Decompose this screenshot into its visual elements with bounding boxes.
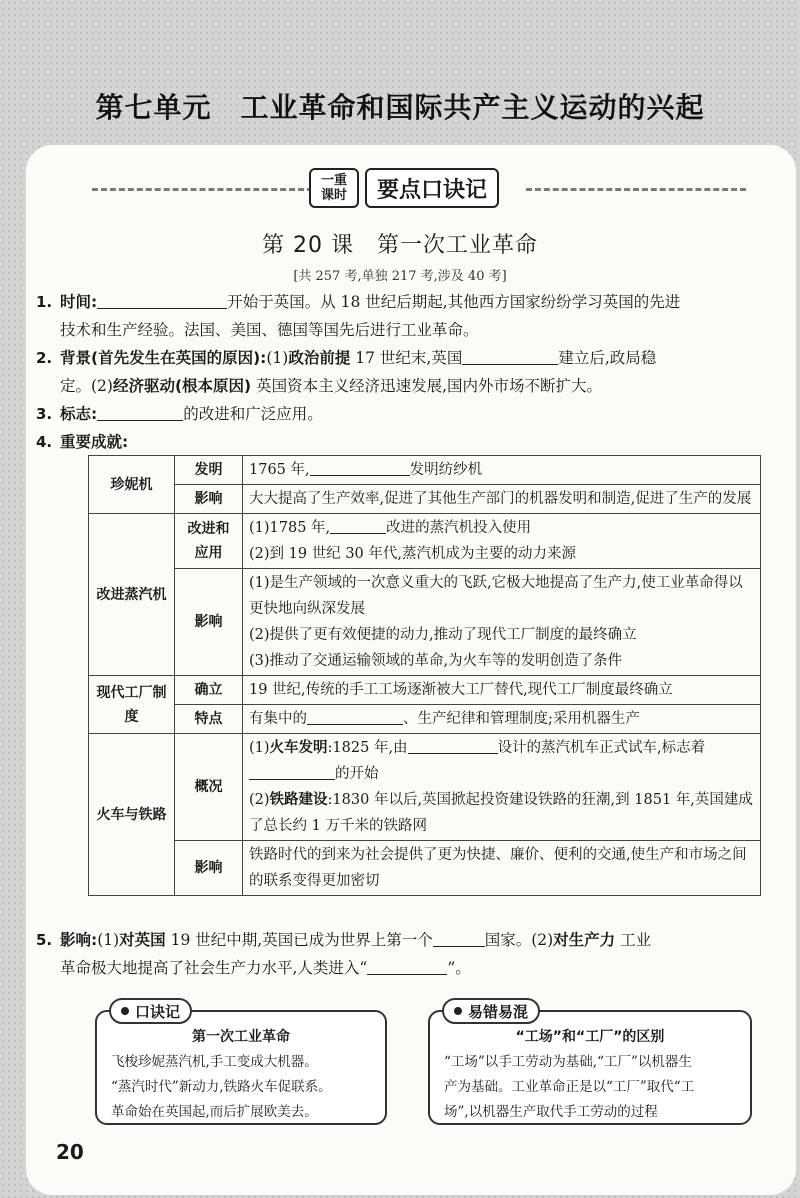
table-cell [243,456,761,485]
cell-text: 的开始 [335,766,379,782]
table-cell [243,734,761,841]
item-text: ”。 [447,959,471,977]
table-cell [243,514,761,569]
confusion-lines [444,1050,738,1125]
sub-label: 特点 [175,705,243,734]
item-number: 2. [36,349,53,367]
confusion-line: “工场”以手工劳动为基础,“工厂”以机器生 [444,1054,692,1070]
table-row [89,705,761,734]
item-label: 影响: [60,931,98,949]
lesson-stats: [共 257 考,单独 217 考,涉及 40 考] [293,269,507,284]
item-number: 3. [36,405,53,423]
cell-text: 、生产纪律和管理制度;采用机器生产 [403,711,640,727]
cell-text: (1)1785 年, [249,520,331,536]
item-text: 革命极大地提高了社会生产力水平,人类进入“ [60,959,368,977]
item-achievements [36,428,770,456]
item-text: 国家。(2) [484,931,554,949]
confusion-line: 场”,以机器生产取代手工劳动的过程 [444,1104,658,1120]
sub-label: 改进和应用 [175,514,243,569]
mnemonic-line: 飞梭珍妮蒸汽机,手工变成大机器。 [111,1054,318,1070]
cell-bold-text: 铁路建设 [269,792,328,808]
mnemonic-tab [109,998,192,1024]
item-number: 5. [36,931,53,949]
table-row [89,485,761,514]
cell-text: (1)是生产领域的一次意义重大的飞跃,它极大地提高了生产力,使工业革命得以更快地向纵深发展 [249,575,743,617]
item-text: 的改进和广泛应用。 [183,405,323,423]
cell-text: (3)推动了交通运输领域的革命,为火车等的发明创造了条件 [249,653,623,669]
economic-driver: 经济驱动(根本原因) [112,377,252,395]
answer-blank[interactable] [307,707,403,725]
answer-blank[interactable] [462,347,558,365]
mnemonic-line: 革命始在英国起,而后扩展欧美去。 [111,1104,318,1120]
item-text: 19 世纪中期,英国已成为世界上第一个 [165,931,433,949]
confusion-line: 产为基础。工业革命正是以“工厂”取代“工 [444,1079,695,1095]
achievements-table [88,455,761,896]
item-text: (1) [266,349,289,367]
item-time [36,288,770,344]
impact-on-britain: 对英国 [119,931,166,949]
cell-text: :1825 年,由 [327,740,408,756]
table-row [89,734,761,841]
confusion-heading: “工场”和“工厂”的区别 [515,1029,665,1045]
item-text: (1) [97,931,120,949]
item-text: 开始于英国。从 18 世纪后期起,其他西方国家纷纷学习英国的先进 [227,293,681,311]
sub-label: 发明 [175,456,243,485]
political-premise: 政治前提 [288,349,351,367]
table-cell: 19 世纪,传统的手工工场逐渐被大工厂替代,现代工厂制度最终确立 [243,676,761,705]
table-cell [243,705,761,734]
table-row [89,456,761,485]
item-label: 时间: [60,293,98,311]
category-steam-engine: 改进蒸汽机 [89,514,175,676]
cell-text: (1) [249,740,270,756]
table-row [89,676,761,705]
answer-blank[interactable] [433,929,485,947]
unit-title: 第七单元 工业革命和国际共产主义运动的兴起 [95,91,705,124]
cell-text: 改进的蒸汽机投入使用 [386,520,532,536]
section-badge [309,168,531,208]
cell-text: (2) [249,792,270,808]
badge-title: 要点口诀记 [365,168,499,208]
bullet-icon [454,1007,462,1015]
mnemonic-lines [111,1050,373,1125]
confusion-tab-label: 易错易混 [468,1002,529,1021]
sub-label: 确立 [175,676,243,705]
item-background [36,344,770,400]
item-number: 1. [36,293,53,311]
item-label: 标志: [60,405,98,423]
answer-blank[interactable] [310,458,410,476]
divider-right [526,188,746,192]
badge-tag-line1: 一重 [320,173,347,188]
cell-text: (2)提供了更有效便捷的动力,推动了现代工厂制度的最终确立 [249,627,637,643]
cell-text: 设计的蒸汽机车正式试车,标志着 [497,740,706,756]
answer-blank[interactable] [330,516,386,534]
sub-label: 概况 [175,734,243,841]
mnemonic-box [95,1002,387,1125]
table-row [89,514,761,569]
page-number: 20 [56,1140,84,1164]
confusion-box [428,1002,752,1125]
cell-text: :1830 年以后,英国掀起投资建设铁路的狂潮,到 1851 年,英国建成了总长约 1 万千米的铁路网 [249,792,753,834]
item-label: 重要成就: [60,433,129,451]
mnemonic-line: “蒸汽时代”新动力,铁路火车促联系。 [111,1079,332,1095]
item-text: 工业 [615,931,652,949]
sub-label: 影响 [175,569,243,676]
category-factory-system: 现代工厂制度 [89,676,175,734]
cell-text: 发明纺纱机 [409,462,483,478]
cell-bold-text: 火车发明 [269,740,328,756]
item-text: 技术和生产经验。法国、美国、德国等国先后进行工业革命。 [60,321,479,339]
table-cell [243,569,761,676]
cell-text: 1765 年, [249,462,310,478]
badge-tag [309,168,359,208]
table-cell: 铁路时代的到来为社会提供了更为快捷、廉价、便利的交通,使生产和市场之间的联系变得更加密切 [243,841,761,896]
cell-text: (2)到 19 世纪 30 年代,蒸汽机成为主要的动力来源 [249,546,576,562]
answer-blank[interactable] [97,403,183,421]
item-text: 建立后,政局稳 [558,349,657,367]
answer-blank[interactable] [249,762,335,780]
category-jenny: 珍妮机 [89,456,175,514]
answer-blank[interactable] [408,736,498,754]
section-header [26,168,796,212]
table-row [89,841,761,896]
item-symbol [36,400,770,428]
answer-blank[interactable] [367,957,447,975]
category-railway: 火车与铁路 [89,734,175,896]
sub-label: 影响 [175,841,243,896]
item-impact [36,926,770,982]
answer-blank[interactable] [97,291,227,309]
divider-left [92,188,322,192]
item-text: 17 世纪末,英国 [350,349,463,367]
mnemonic-heading: 第一次工业革命 [192,1029,290,1045]
table-row [89,569,761,676]
table-cell: 大大提高了生产效率,促进了其他生产部门的机器发明和制造,促进了生产的发展 [243,485,761,514]
item-number: 4. [36,433,53,451]
item-text: 定。(2) [60,377,113,395]
item-text: 英国资本主义经济迅速发展,国内外市场不断扩大。 [251,377,602,395]
item-label: 背景(首先发生在英国的原因): [60,349,267,367]
impact-on-productivity: 对生产力 [553,931,616,949]
confusion-tab [442,998,540,1024]
lesson-title: 第 20 课 第一次工业革命 [262,233,538,258]
badge-tag-line2: 课时 [320,188,347,203]
sub-label: 影响 [175,485,243,514]
cell-text: 有集中的 [249,711,307,727]
bullet-icon [121,1007,129,1015]
mnemonic-tab-label: 口诀记 [135,1002,181,1021]
